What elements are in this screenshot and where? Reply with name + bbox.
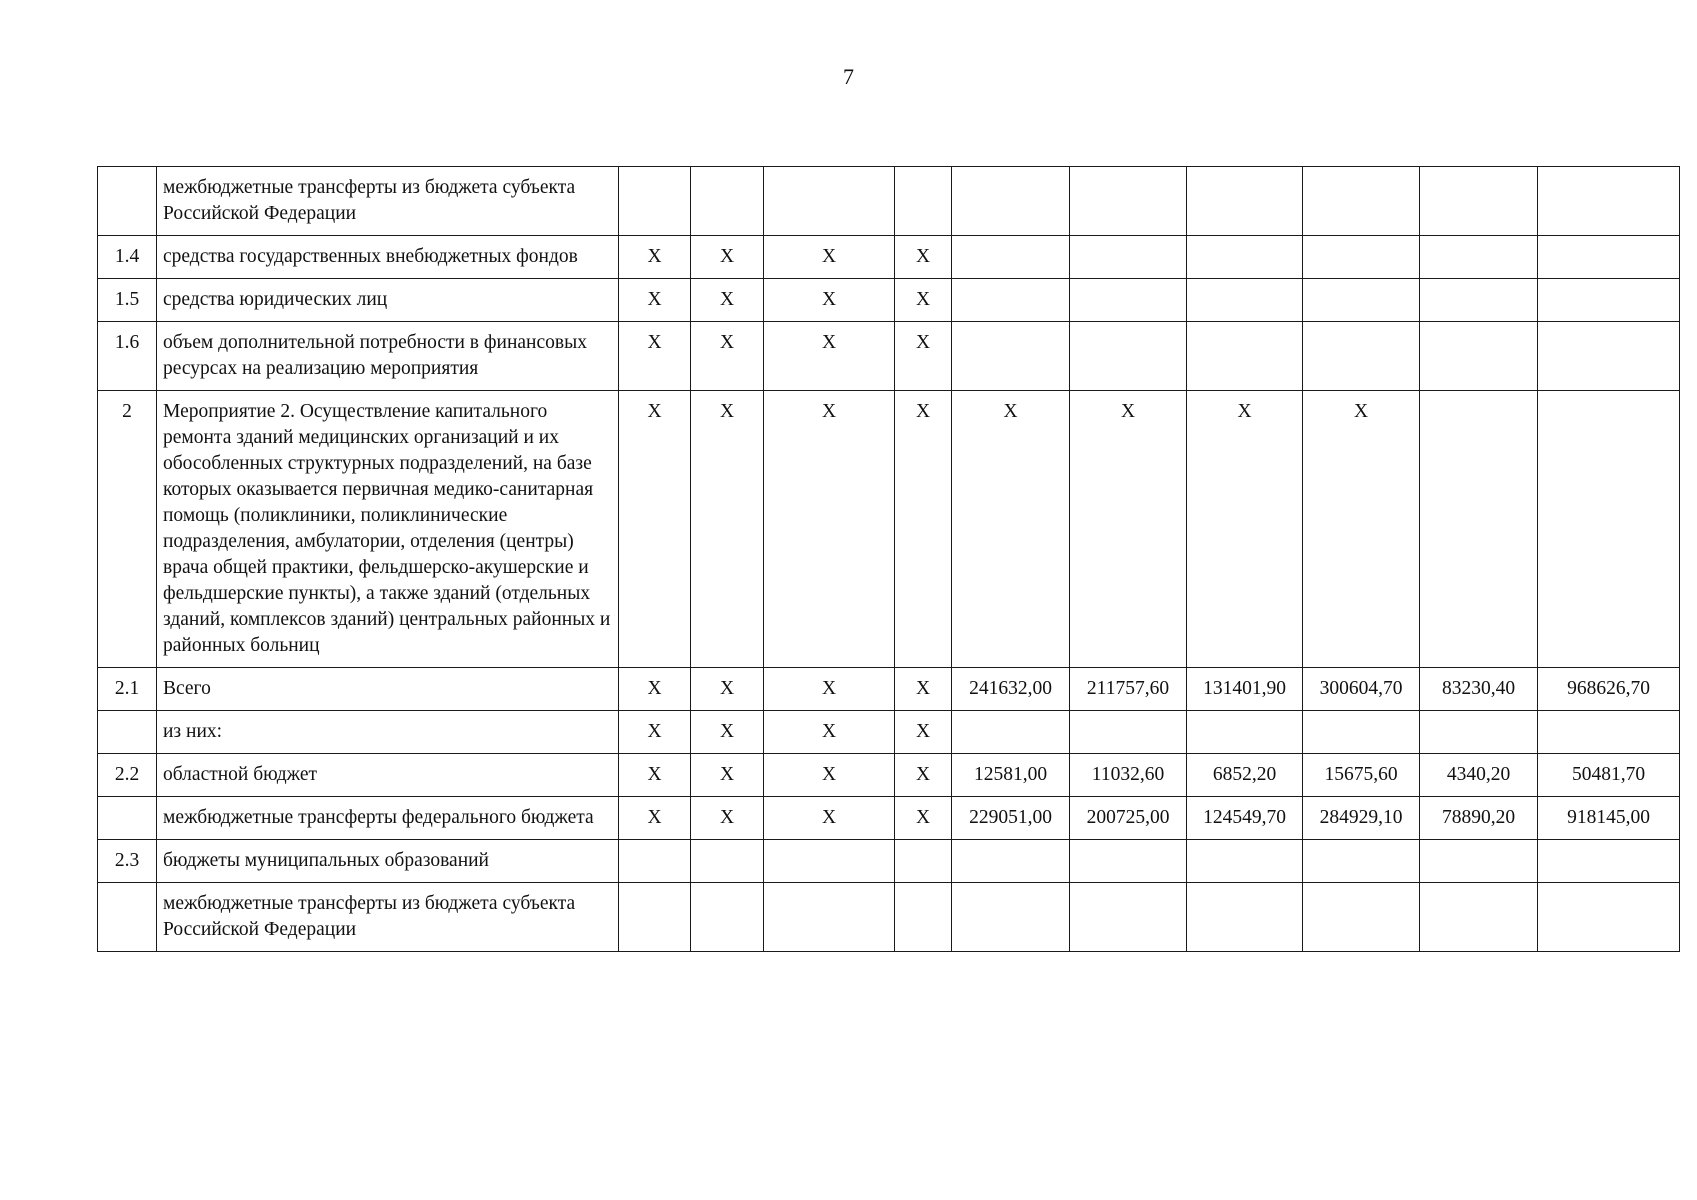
mark-cell: X	[619, 236, 691, 279]
mark-cell	[691, 167, 764, 236]
mark-cell	[895, 883, 952, 952]
amount-cell	[1187, 279, 1303, 322]
mark-cell	[619, 840, 691, 883]
table-row	[98, 167, 1680, 236]
mark-cell: X	[764, 391, 895, 668]
mark-cell: X	[691, 322, 764, 391]
mark-cell: X	[764, 711, 895, 754]
amount-cell	[1187, 322, 1303, 391]
table-row	[98, 797, 1680, 840]
mark-cell: X	[691, 236, 764, 279]
amount-cell	[1070, 167, 1187, 236]
row-number	[98, 797, 157, 840]
mark-cell	[764, 167, 895, 236]
mark-cell: X	[895, 279, 952, 322]
mark-cell: X	[691, 668, 764, 711]
table-row	[98, 322, 1680, 391]
mark-cell	[764, 840, 895, 883]
amount-cell: 4340,20	[1420, 754, 1538, 797]
amount-cell: 50481,70	[1538, 754, 1680, 797]
mark-cell: X	[764, 797, 895, 840]
mark-cell	[895, 840, 952, 883]
mark-cell	[764, 883, 895, 952]
amount-cell	[1303, 840, 1420, 883]
table-row	[98, 236, 1680, 279]
mark-cell: X	[895, 322, 952, 391]
amount-cell	[1187, 236, 1303, 279]
row-number: 2.3	[98, 840, 157, 883]
amount-cell: 15675,60	[1303, 754, 1420, 797]
row-description: межбюджетные трансферты из бюджета субъекта Российской Федерации	[157, 883, 619, 952]
table-row	[98, 279, 1680, 322]
row-description: межбюджетные трансферты из бюджета субъекта Российской Федерации	[157, 167, 619, 236]
amount-cell	[1538, 322, 1680, 391]
amount-cell	[1187, 883, 1303, 952]
mark-cell: X	[895, 797, 952, 840]
amount-cell	[1538, 236, 1680, 279]
amount-cell	[1303, 883, 1420, 952]
amount-cell	[952, 279, 1070, 322]
row-number: 1.6	[98, 322, 157, 391]
mark-cell: X	[619, 711, 691, 754]
amount-cell	[1538, 840, 1680, 883]
table-row	[98, 391, 1680, 668]
mark-cell: X	[895, 236, 952, 279]
mark-cell: X	[619, 797, 691, 840]
row-number	[98, 711, 157, 754]
mark-cell: X	[619, 754, 691, 797]
row-description: областной бюджет	[157, 754, 619, 797]
amount-cell	[1070, 711, 1187, 754]
amount-cell	[1420, 322, 1538, 391]
table-body	[98, 167, 1680, 952]
amount-cell	[1070, 840, 1187, 883]
amount-cell	[1187, 840, 1303, 883]
amount-cell	[1420, 279, 1538, 322]
mark-cell: X	[619, 322, 691, 391]
amount-cell	[1070, 279, 1187, 322]
amount-cell: 211757,60	[1070, 668, 1187, 711]
mark-cell: X	[691, 279, 764, 322]
amount-cell: 284929,10	[1303, 797, 1420, 840]
row-number	[98, 167, 157, 236]
mark-cell: X	[895, 668, 952, 711]
financing-table	[97, 166, 1680, 952]
row-description: средства юридических лиц	[157, 279, 619, 322]
amount-cell	[1538, 167, 1680, 236]
mark-cell: X	[619, 668, 691, 711]
mark-cell: X	[764, 668, 895, 711]
mark-cell: X	[619, 279, 691, 322]
amount-cell: 131401,90	[1187, 668, 1303, 711]
mark-cell: X	[619, 391, 691, 668]
amount-cell	[1070, 883, 1187, 952]
amount-cell: 229051,00	[952, 797, 1070, 840]
amount-cell	[1187, 167, 1303, 236]
amount-cell: 200725,00	[1070, 797, 1187, 840]
row-description: бюджеты муниципальных образований	[157, 840, 619, 883]
mark-cell: X	[691, 797, 764, 840]
amount-cell	[1420, 167, 1538, 236]
amount-cell	[1538, 391, 1680, 668]
amount-cell: 12581,00	[952, 754, 1070, 797]
row-number: 2.2	[98, 754, 157, 797]
amount-cell	[952, 711, 1070, 754]
amount-cell: 6852,20	[1187, 754, 1303, 797]
amount-cell	[952, 236, 1070, 279]
row-number: 1.5	[98, 279, 157, 322]
page-number: 7	[843, 64, 854, 89]
amount-cell	[952, 883, 1070, 952]
amount-cell	[952, 167, 1070, 236]
mark-cell	[895, 167, 952, 236]
amount-cell	[1538, 883, 1680, 952]
mark-cell	[619, 167, 691, 236]
table-row	[98, 883, 1680, 952]
amount-cell	[1303, 711, 1420, 754]
mark-cell: X	[895, 754, 952, 797]
mark-cell	[691, 840, 764, 883]
amount-cell	[1187, 711, 1303, 754]
row-number	[98, 883, 157, 952]
row-number: 2.1	[98, 668, 157, 711]
row-description: средства государственных внебюджетных фондов	[157, 236, 619, 279]
amount-cell	[1303, 236, 1420, 279]
mark-cell: X	[691, 711, 764, 754]
amount-cell: 918145,00	[1538, 797, 1680, 840]
amount-cell: 241632,00	[952, 668, 1070, 711]
mark-cell: X	[764, 322, 895, 391]
amount-cell: X	[1303, 391, 1420, 668]
amount-cell	[1070, 322, 1187, 391]
amount-cell	[1303, 279, 1420, 322]
row-description: объем дополнительной потребности в финансовых ресурсах на реализацию мероприятия	[157, 322, 619, 391]
amount-cell	[1420, 236, 1538, 279]
row-description: Всего	[157, 668, 619, 711]
amount-cell	[952, 322, 1070, 391]
mark-cell: X	[764, 754, 895, 797]
amount-cell: 83230,40	[1420, 668, 1538, 711]
amount-cell: 300604,70	[1303, 668, 1420, 711]
row-number: 2	[98, 391, 157, 668]
amount-cell: X	[952, 391, 1070, 668]
amount-cell	[1303, 167, 1420, 236]
table-row	[98, 711, 1680, 754]
table-row	[98, 840, 1680, 883]
amount-cell: 124549,70	[1187, 797, 1303, 840]
mark-cell: X	[691, 391, 764, 668]
mark-cell	[691, 883, 764, 952]
table-row	[98, 668, 1680, 711]
amount-cell	[1420, 840, 1538, 883]
mark-cell: X	[764, 279, 895, 322]
row-number: 1.4	[98, 236, 157, 279]
amount-cell: X	[1070, 391, 1187, 668]
amount-cell	[1420, 883, 1538, 952]
amount-cell: X	[1187, 391, 1303, 668]
mark-cell: X	[895, 391, 952, 668]
amount-cell	[1070, 236, 1187, 279]
amount-cell: 968626,70	[1538, 668, 1680, 711]
mark-cell: X	[691, 754, 764, 797]
table-row	[98, 754, 1680, 797]
amount-cell: 11032,60	[1070, 754, 1187, 797]
row-description: из них:	[157, 711, 619, 754]
amount-cell	[1420, 391, 1538, 668]
row-description: межбюджетные трансферты федерального бюджета	[157, 797, 619, 840]
mark-cell: X	[764, 236, 895, 279]
amount-cell	[1538, 711, 1680, 754]
mark-cell: X	[895, 711, 952, 754]
mark-cell	[619, 883, 691, 952]
amount-cell	[1303, 322, 1420, 391]
amount-cell: 78890,20	[1420, 797, 1538, 840]
amount-cell	[952, 840, 1070, 883]
amount-cell	[1420, 711, 1538, 754]
amount-cell	[1538, 279, 1680, 322]
row-description: Мероприятие 2. Осуществление капитального ремонта зданий медицинских организаций и их обособленных структурных подразделений, на базе которых оказывается первичная медико-санитарная помощь (поликлиники, поликлинические подразделения, амбулатории, отделения (центры) врача общей практики, фельдшерско-акушерские и фельдшерские пункты), а также зданий (отдельных зданий, комплексов зданий) центральных районных и районных больниц	[157, 391, 619, 668]
